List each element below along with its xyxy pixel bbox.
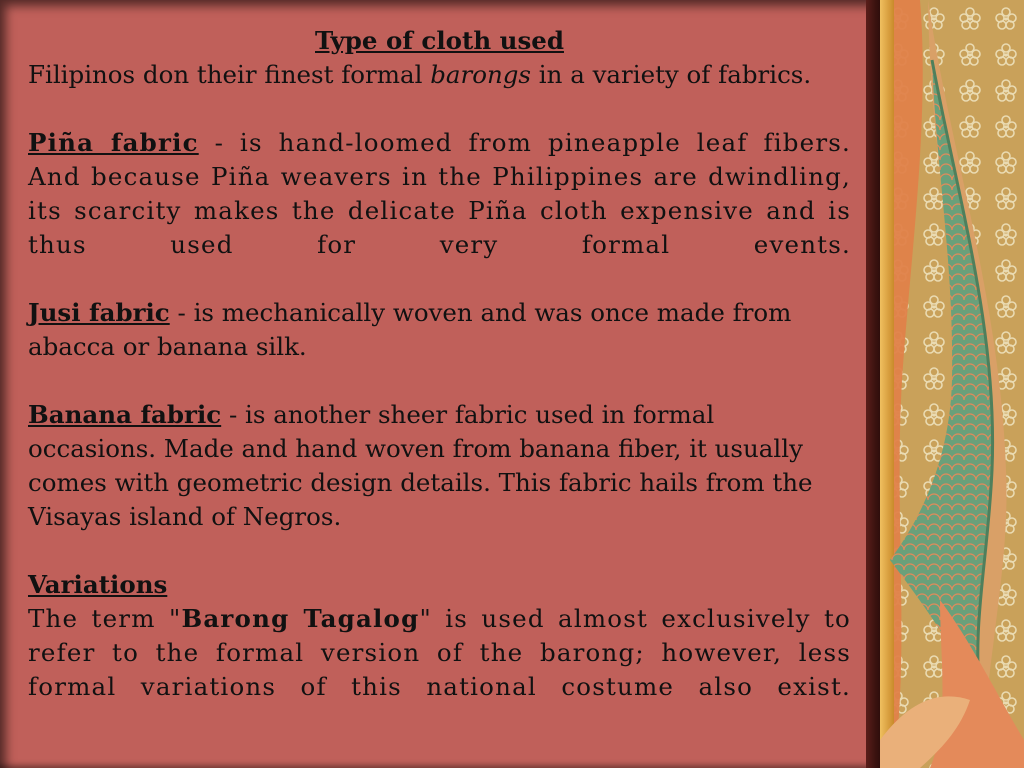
jusi-paragraph <box>28 296 851 364</box>
spacer <box>28 262 851 296</box>
variations-text: The term " <box>28 604 182 633</box>
jusi-body: - is mechanically woven and was once made from abacca or banana silk. <box>28 298 792 361</box>
intro-text: Filipinos don their finest formal <box>28 60 431 89</box>
spacer <box>28 534 851 568</box>
banana-heading: Banana fabric <box>28 400 222 429</box>
spacer <box>28 92 851 126</box>
pina-heading: Piña fabric <box>28 128 199 157</box>
spacer <box>28 364 851 398</box>
jusi-heading: Jusi fabric <box>28 298 170 327</box>
pina-body: - is hand-loomed from pineapple leaf fibers. And because Piña weavers in the Philippines are dwindling, its scarcity makes the delicate Piña cloth expensive and is thus used for very formal events. <box>28 128 851 259</box>
intro-paragraph <box>28 58 851 92</box>
banana-paragraph <box>28 398 818 534</box>
banana-body: - is another sheer fabric used in formal occasions. Made and hand woven from banana fiber, it usually comes with geometric design details. This fabric hails from the Visayas island of Negros. <box>28 400 813 531</box>
variations-paragraph <box>28 602 851 704</box>
intro-italic-barongs: barongs <box>430 60 531 89</box>
variations-text-end: " is used almost exclusively to refer to the formal version of the barong; however, less formal variations of this national costume also exist. <box>28 604 851 701</box>
slide-content <box>28 24 851 704</box>
intro-text-end: in a variety of fabrics. <box>531 60 812 89</box>
decorative-fabric-illustration <box>880 0 1024 768</box>
variations-bold-term: Barong Tagalog <box>181 604 420 633</box>
slide-title: Type of cloth used <box>315 26 564 55</box>
variations-heading: Variations <box>28 570 168 599</box>
pina-paragraph <box>28 126 851 262</box>
